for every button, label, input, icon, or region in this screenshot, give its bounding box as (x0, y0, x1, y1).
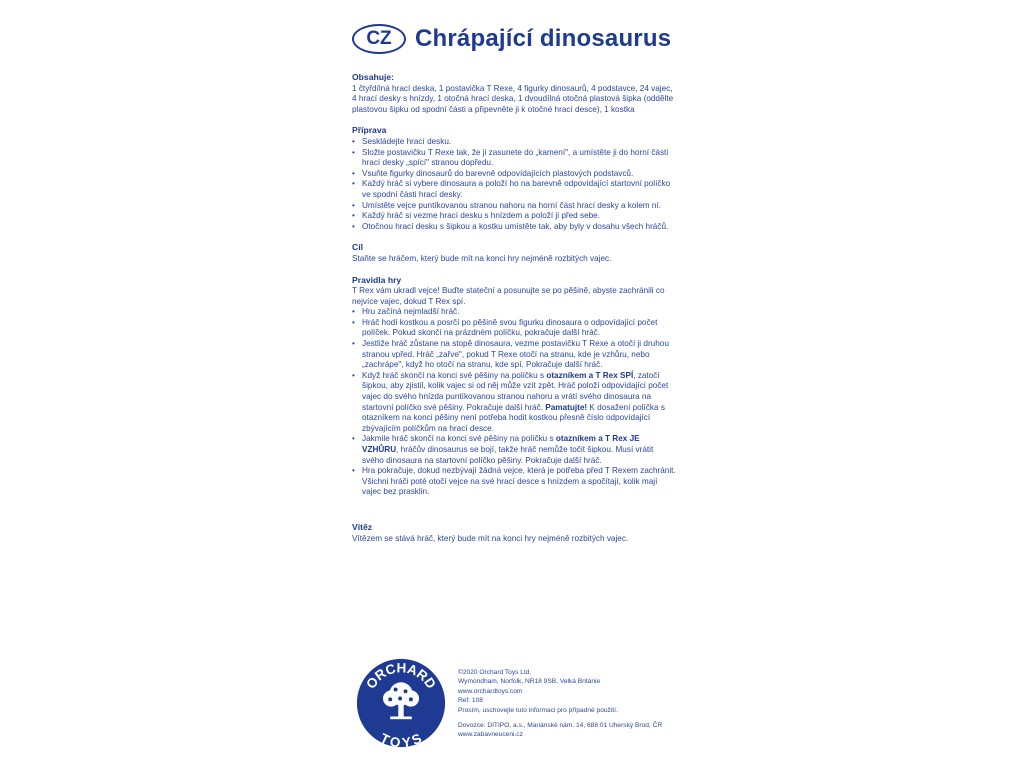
goal-heading: Cíl (352, 242, 363, 253)
instructions-body (352, 72, 677, 554)
contents-section (352, 72, 677, 115)
winner-section (352, 522, 677, 544)
rules-heading: Pravidla hry (352, 274, 402, 285)
contents-text: 1 čtyřdílná hrací deska, 1 postavička T Rexe, 4 figurky dinosaurů, 4 podstavce, 24 vajec, 4 hrací desky s hnízdy, 1 otočná hrací deska, 1 dvoudílná otočná plastová šipka (oddělte plastovou šipku od spodní části a připevněte ji k otočné hrací desce), 1 kostka (352, 83, 674, 114)
logo-bottom-text: TOYS (378, 730, 424, 748)
list-item: • Hru začíná nejmladší hráč. (352, 307, 677, 318)
list-item: • Umístěte vejce puntíkovanou stranou nahoru na horní část hrací desky a kolem ní. (352, 201, 677, 212)
list-item: • Jestliže hráč zůstane na stopě dinosaura, vezme postavičku T Rexe a otočí ji druhou stranou vpřed. Hráč „zařve", pokud T Rexe otočí na stranu, kde je vzhůru, nebo „zachrápe", když ho otočí na stranu, kde spí. Pokračuje další hráč. (352, 339, 677, 371)
title-row (352, 20, 671, 58)
rules-intro: T Rex vám ukradl vejce! Buďte stateční a posunujte se po pěšině, abyste zachránili co nejvíce vajec, dokud T Rex spí. (352, 286, 665, 306)
list-item (352, 371, 677, 435)
rules-section (352, 275, 677, 498)
winner-text: Vítězem se stává hráč, který bude mít na konci hry nejméně rozbitých vajec. (352, 533, 629, 543)
footer-line: Wymondham, Norfolk, NR18 9SB, Velká Británie (458, 678, 601, 686)
goal-text: Staňte se hráčem, který bude mít na konci hry nejméně rozbitých vajec. (352, 253, 612, 263)
footer-info (458, 668, 698, 740)
page-title: Chrápající dinosaurus (415, 25, 672, 52)
rule-text: , zatočí šipkou, aby zjistil, kolik vajec si od něj může vzít zpět. Hráč položí odpovídající počet vajec do svého hnízda puntíkovanou stranou nahoru a vrátí svého dinosaura na startovní políčko své pěšiny. Pokračuje další hráč. (362, 370, 669, 412)
winner-heading: Vítěz (352, 521, 373, 532)
rule-text: Když hráč skončí na konci své pěšiny na políčku s (362, 370, 547, 380)
footer-line: Ref: 108 (458, 697, 483, 705)
list-item (352, 434, 677, 466)
spacer (352, 508, 677, 522)
rule-text: Jakmile hráč skončí na konci své pěšiny na políčku s (362, 434, 556, 444)
rule-emphasis: otazníkem a T Rex SPÍ (546, 370, 634, 380)
goal-section (352, 242, 677, 264)
footer-line: Prosím, uschovejte tuto informaci pro případné použití. (458, 706, 618, 714)
preparation-heading: Příprava (352, 125, 387, 136)
list-item: • Seskládejte hrací desku. (352, 137, 677, 148)
rules-list (352, 307, 677, 498)
footer-line: Dovozce: DITIPO, a.s., Mariánské nám. 14, 688 01 Uherský Brod, ČR (458, 722, 663, 730)
rule-emphasis: Pamatujte! (545, 402, 588, 412)
list-item: • Každý hráč si vezme hrací desku s hnízdem a položí ji před sebe. (352, 211, 677, 222)
rule-text: K dosažení políčka s otazníkem na konci pěšiny není potřeba hodit kostkou přesně číslo odpovídající zbývajícím políčkům na hrací desce. (362, 402, 665, 433)
footer-line: www.orchardtoys.com (458, 687, 523, 695)
logo-top-text: ORCHARD (363, 660, 439, 692)
rule-text: , hráčův dinosaurus se bojí, takže hráč nemůže točit šipkou. Musí vrátit svého dinosaura na startovní políčko pěšiny. Pokračuje další hráč. (362, 445, 654, 465)
footer-line: ©2020 Orchard Toys Ltd. (458, 669, 532, 676)
list-item: • Vsuňte figurky dinosaurů do barevně odpovídajících plastových podstavců. (352, 169, 677, 180)
orchard-toys-logo (356, 658, 446, 748)
language-badge: CZ (352, 24, 406, 54)
list-item: • Složte postavičku T Rexe tak, že ji zasunete do „kamení", a umístěte ji do horní části hrací desky „spící" stranou dopředu. (352, 148, 677, 169)
list-item: • Otočnou hrací desku s šipkou a kostku umístěte tak, aby byly v dosahu všech hráčů. (352, 222, 677, 233)
contents-heading: Obsahuje: (352, 72, 395, 82)
list-item: • Hra pokračuje, dokud nezbývají žádná vejce, která je potřeba před T Rexem zachránit. Všichni hráči poté otočí vejce na své hrací desce s hnízdem a spočítají, kolik mají vajec bez prasklin. (352, 466, 677, 498)
rule-emphasis: otazníkem a T Rex JE VZHŮRU (362, 434, 640, 454)
preparation-list (352, 137, 677, 232)
footer-line: www.zabavneuceni.cz (458, 731, 523, 739)
list-item: • Každý hráč si vybere dinosaura a položí ho na barevně odpovídající startovní políčko ve spodní části hrací desky. (352, 179, 677, 200)
list-item: • Hráč hodí kostkou a posrčí po pěšině svou figurku dinosaura o odpovídající počet políček. Pokud skončí na prázdném políčku, pokračuje další hráč. (352, 318, 677, 339)
preparation-section (352, 125, 677, 232)
